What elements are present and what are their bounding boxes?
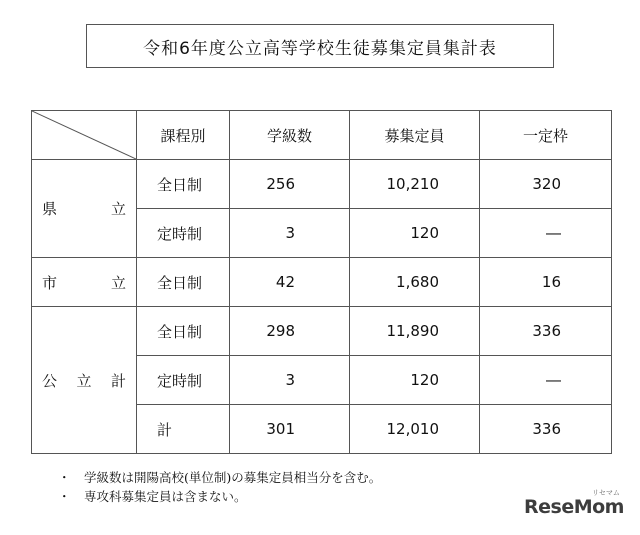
classes-value: 298 <box>230 307 350 356</box>
capacity-value: 12,010 <box>350 405 480 454</box>
capacity-value: 11,890 <box>350 307 480 356</box>
quota-value: 16 <box>480 258 612 307</box>
quota-value: ― <box>480 209 612 258</box>
quota-value: 320 <box>480 160 612 209</box>
classes-value: 3 <box>230 356 350 405</box>
capacity-value: 10,210 <box>350 160 480 209</box>
col-header-course: 課程別 <box>137 111 230 160</box>
footnote-item <box>58 487 381 506</box>
group-label-municipal: 市 立 <box>32 258 137 307</box>
table-row <box>32 307 612 356</box>
course-type: 全日制 <box>137 307 230 356</box>
course-type: 計 <box>137 405 230 454</box>
quota-value: 336 <box>480 307 612 356</box>
capacity-value: 120 <box>350 209 480 258</box>
course-type: 全日制 <box>137 160 230 209</box>
table-row <box>32 160 612 209</box>
group-label-prefectural: 県 立 <box>32 160 137 258</box>
course-type: 定時制 <box>137 209 230 258</box>
resemom-logo[interactable]: ReseMom <box>524 496 624 518</box>
classes-value: 256 <box>230 160 350 209</box>
quota-value: 336 <box>480 405 612 454</box>
bullet: ・ <box>58 489 71 504</box>
footnote-text: 専攻科募集定員は含まない。 <box>84 489 247 504</box>
bullet: ・ <box>58 470 71 485</box>
course-type: 全日制 <box>137 258 230 307</box>
header-row <box>32 111 612 160</box>
footnote-text: 学級数は開陽高校(単位制)の募集定員相当分を含む。 <box>84 470 382 485</box>
col-header-classes: 学級数 <box>230 111 350 160</box>
classes-value: 3 <box>230 209 350 258</box>
footnotes <box>58 468 381 506</box>
classes-value: 301 <box>230 405 350 454</box>
col-header-capacity: 募集定員 <box>350 111 480 160</box>
table-row <box>32 258 612 307</box>
diagonal-line <box>32 111 136 159</box>
course-type: 定時制 <box>137 356 230 405</box>
logo-ruby: リセマム <box>592 489 620 497</box>
quota-value: ― <box>480 356 612 405</box>
classes-value: 42 <box>230 258 350 307</box>
footnote-item <box>58 468 381 487</box>
capacity-value: 120 <box>350 356 480 405</box>
capacity-value: 1,680 <box>350 258 480 307</box>
enrollment-table <box>31 110 612 454</box>
table-title: 令和6年度公立高等学校生徒募集定員集計表 <box>86 24 554 68</box>
group-label-public-total: 公 立 計 <box>32 307 137 454</box>
col-header-quota: 一定枠 <box>480 111 612 160</box>
diagonal-corner-cell <box>32 111 137 160</box>
